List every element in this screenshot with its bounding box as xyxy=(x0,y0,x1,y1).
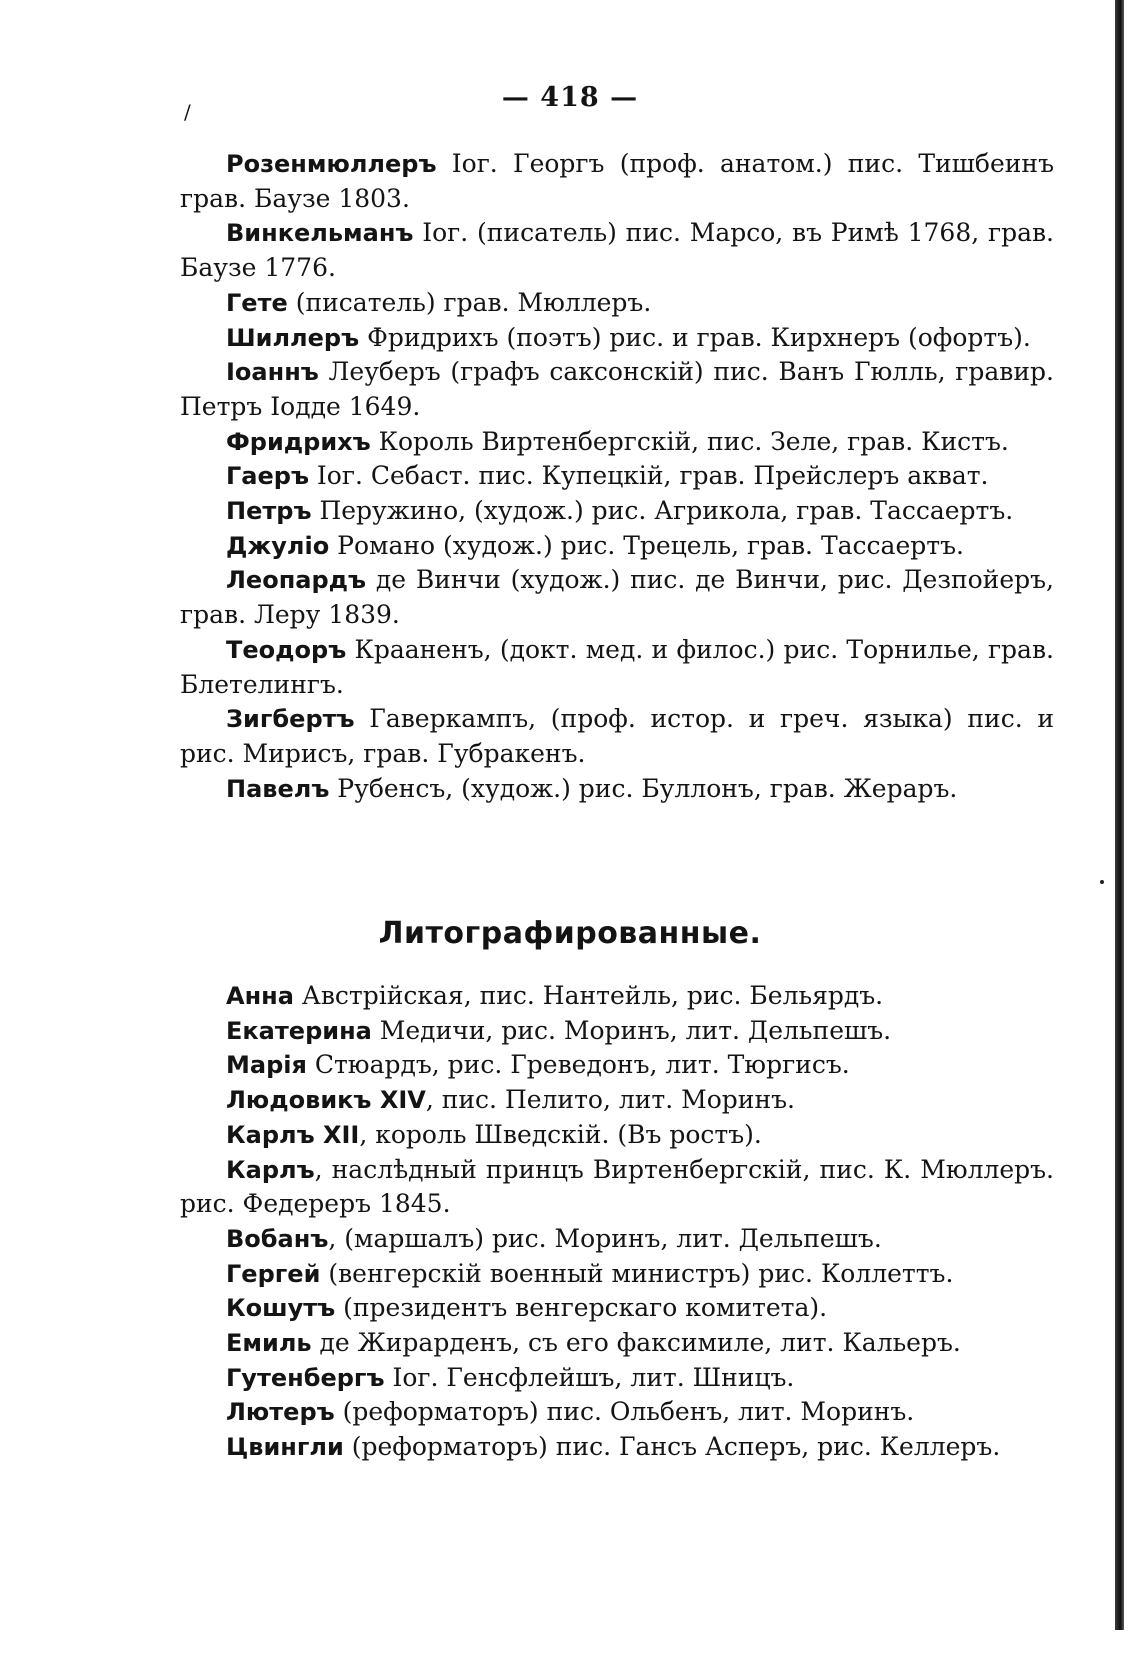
entry-text: Стюардъ, рис. Греведонъ, лит. Тюргисъ. xyxy=(306,1050,850,1080)
entry-name: Іоаннъ xyxy=(226,358,319,387)
list-item xyxy=(180,1291,1054,1326)
entry-name: Лютеръ xyxy=(226,1398,335,1427)
entry-name: Карлъ xyxy=(226,1155,315,1184)
entry-text: Романо (худож.) рис. Трецель, грав. Тассаертъ. xyxy=(329,530,964,560)
list-item xyxy=(180,216,1054,285)
list-item xyxy=(180,979,1054,1014)
entry-name: Вобанъ xyxy=(226,1224,329,1253)
page-edge-shadow xyxy=(1115,0,1124,1630)
entry-name: Гутенбергъ xyxy=(226,1363,385,1392)
engraved-portraits-list xyxy=(180,147,1054,806)
list-item xyxy=(180,425,1054,460)
entry-text: (писатель) грав. Мюллеръ. xyxy=(287,287,652,317)
entry-text: , пис. Пелито, лит. Моринъ. xyxy=(425,1085,795,1115)
section-heading: Литографированные. xyxy=(378,916,762,951)
entry-text: (президентъ венгерскаго комитета). xyxy=(335,1293,828,1323)
entry-text: , (маршалъ) рис. Моринъ, лит. Дельпешъ. xyxy=(328,1223,882,1253)
entry-text: де Винчи (худож.) пис. де Винчи, рис. Дезпойеръ, грав. Леру 1839. xyxy=(180,565,1054,630)
entry-name: Цвингли xyxy=(226,1433,344,1462)
lithographed-portraits-list xyxy=(180,979,1054,1465)
entry-name: Розенмюллеръ xyxy=(226,150,437,178)
entry-name: Кошутъ xyxy=(226,1294,336,1323)
entry-name: Зигбертъ xyxy=(226,705,355,734)
entry-text: Іог. Георгъ (проф. анатом.) пис. Тишбеинъ грав. Баузе 1803. xyxy=(180,149,1054,213)
entry-name: Екатерина xyxy=(226,1016,372,1045)
list-item xyxy=(180,1361,1054,1396)
entry-text: Леуберъ (графъ саксонскій) пис. Ванъ Гюлль, гравир. Петръ Іодде 1649. xyxy=(180,357,1054,421)
margin-mark: / xyxy=(184,100,191,124)
entry-name: Теодоръ xyxy=(226,635,347,664)
list-item xyxy=(180,563,1054,632)
entry-text: Крааненъ, (докт. мед. и филос.) рис. Торнилье, грав. Блетелингъ. xyxy=(180,634,1054,699)
list-item xyxy=(180,1118,1054,1153)
entry-name: Анна xyxy=(226,982,294,1010)
entry-name: Винкельманъ xyxy=(226,219,414,248)
entry-text: Іог. Генсфлейшъ, лит. Шницъ. xyxy=(384,1362,795,1392)
entry-text: де Жирарденъ, съ его факсимиле, лит. Кальеръ. xyxy=(311,1328,961,1358)
list-item xyxy=(180,1048,1054,1083)
list-item xyxy=(180,1257,1054,1292)
entry-name: Фридрихъ xyxy=(226,427,371,456)
list-item xyxy=(180,772,1054,807)
entry-name: Шиллеръ xyxy=(226,323,360,352)
list-item xyxy=(180,633,1054,702)
entry-name: Гергей xyxy=(226,1259,321,1288)
entry-text: Австрійская, пис. Нантейль, рис. Бельярдъ. xyxy=(293,981,884,1010)
entry-text: (реформаторъ) пис. Гансъ Асперъ, рис. Келлеръ. xyxy=(343,1432,1001,1462)
entry-text: Гаверкампъ, (проф. истор. и греч. языка) пис. и рис. Мирисъ, грав. Губракенъ. xyxy=(180,704,1054,768)
entry-name: Людовикъ XIV xyxy=(226,1086,426,1115)
list-item xyxy=(180,147,1054,216)
entry-text: , наслѣдный принцъ Виртенбергскій, пис. К. Мюллеръ. рис. Федереръ 1845. xyxy=(180,1154,1054,1219)
list-item xyxy=(180,321,1054,356)
entry-text: (венгерскій военный министръ) рис. Коллеттъ. xyxy=(320,1258,954,1288)
entry-name: Емиль xyxy=(226,1329,312,1358)
entry-name: Джуліо xyxy=(226,531,330,560)
list-item xyxy=(180,1014,1054,1049)
entry-text: Іог. Себаст. пис. Купецкій, грав. Прейслеръ акват. xyxy=(308,461,989,491)
entry-name: Гете xyxy=(226,288,288,317)
list-item xyxy=(180,702,1054,771)
entry-text: Медичи, рис. Моринъ, лит. Дельпешъ. xyxy=(371,1015,892,1045)
list-item xyxy=(180,286,1054,321)
list-item xyxy=(180,1153,1054,1222)
entry-text: Король Виртенбергскій, пис. Зеле, грав. Кистъ. xyxy=(370,426,1009,456)
list-item xyxy=(180,1326,1054,1361)
list-item xyxy=(180,529,1054,564)
list-item xyxy=(180,1222,1054,1257)
entry-text: Фридрихъ (поэтъ) рис. и грав. Кирхнеръ (офортъ). xyxy=(359,322,1031,352)
page-number: — 418 — xyxy=(501,82,639,113)
entry-text: Іог. (писатель) пис. Марсо, въ Римѣ 1768, грав. Баузе 1776. xyxy=(180,218,1054,283)
entry-name: Петръ xyxy=(226,497,312,526)
ink-speck xyxy=(1100,880,1104,884)
list-item xyxy=(180,355,1054,424)
entry-name: Гаеръ xyxy=(226,462,309,491)
list-item xyxy=(180,459,1054,494)
entry-name: Карлъ XII xyxy=(226,1120,360,1149)
entry-text: , король Шведскій. (Въ ростъ). xyxy=(359,1119,762,1149)
entry-name: Павелъ xyxy=(226,774,330,803)
list-item xyxy=(180,1430,1054,1465)
entry-text: (реформаторъ) пис. Ольбенъ, лит. Моринъ. xyxy=(334,1397,915,1427)
list-item xyxy=(180,494,1054,529)
list-item xyxy=(180,1083,1054,1118)
list-item xyxy=(180,1395,1054,1430)
entry-name: Леопардъ xyxy=(226,566,367,595)
entry-text: Перужино, (худож.) рис. Агрикола, грав. Тассаертъ. xyxy=(311,496,1014,526)
entry-name: Марія xyxy=(226,1051,307,1080)
entry-text: Рубенсъ, (худож.) рис. Буллонъ, грав. Жераръ. xyxy=(329,773,958,803)
